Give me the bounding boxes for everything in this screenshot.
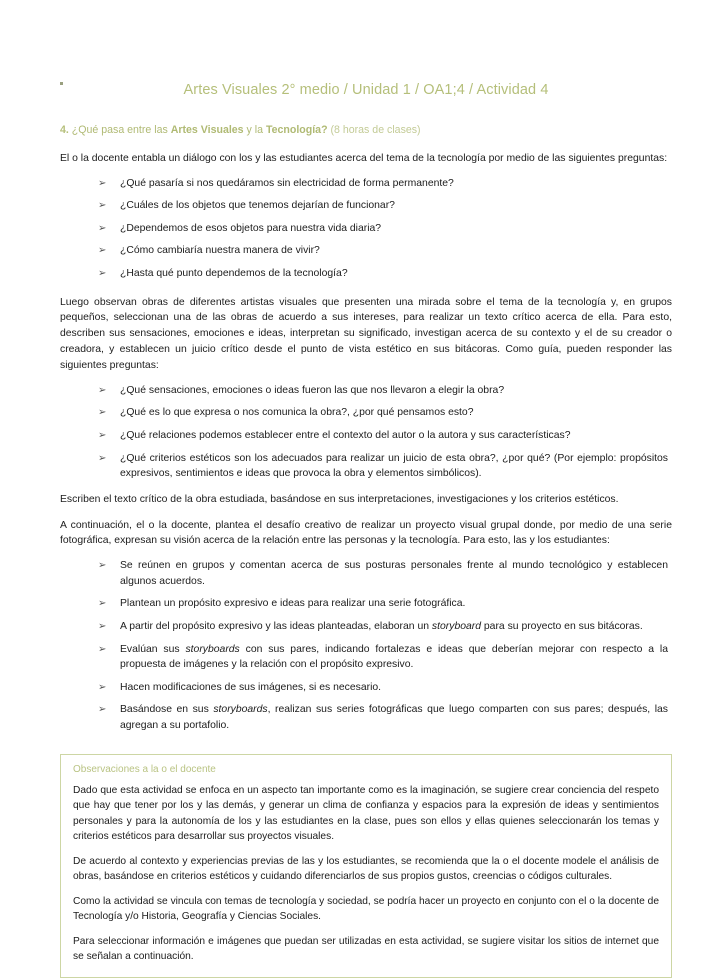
arrow-bullet-icon: ➢ bbox=[98, 621, 107, 632]
arrow-bullet-icon: ➢ bbox=[98, 704, 107, 716]
arrow-bullet-icon: ➢ bbox=[98, 560, 107, 572]
section-heading bbox=[60, 124, 672, 138]
list-item bbox=[98, 642, 672, 673]
question-text: ¿Cuáles de los objetos que tenemos dejarían de funcionar? bbox=[120, 200, 395, 212]
section-question-mid: y la bbox=[243, 124, 266, 136]
section-term-artes-visuales: Artes Visuales bbox=[170, 124, 244, 136]
teacher-notes-title: Observaciones a la o el docente bbox=[73, 763, 216, 775]
list-item bbox=[98, 198, 672, 214]
list-item bbox=[98, 176, 672, 192]
question-list-2 bbox=[60, 383, 672, 482]
intro-paragraph: El o la docente entabla un diálogo con los y las estudiantes acerca del tema de la tecnología por medio de las siguientes preguntas: bbox=[60, 152, 668, 164]
list-item bbox=[98, 558, 672, 589]
question-text: ¿Hasta qué punto dependemos de la tecnología? bbox=[120, 268, 348, 280]
step-text: Se reúnen en grupos y comentan acerca de sus posturas personales frente al mundo tecnológico y establecen algunos acuerdos. bbox=[120, 560, 668, 587]
list-item bbox=[98, 702, 672, 733]
step-emphasis: storyboard bbox=[431, 621, 482, 632]
section-question-start: ¿Qué pasa entre las bbox=[71, 124, 171, 136]
question-text: ¿Cómo cambiaría nuestra manera de vivir? bbox=[120, 245, 320, 257]
list-item bbox=[98, 266, 672, 282]
question-list-1 bbox=[60, 176, 672, 282]
step-text: Plantean un propósito expresivo e ideas para realizar una serie fotográfica. bbox=[120, 598, 466, 610]
arrow-bullet-icon: ➢ bbox=[98, 245, 107, 257]
list-item bbox=[98, 405, 672, 421]
question-text: ¿Qué criterios estéticos son los adecuados para realizar un juicio de esta obra?, ¿por qué? (Por ejemplo: propósitos expresivos, sentimientos e ideas que provoca la obra y elementos simbólicos). bbox=[120, 452, 668, 480]
step-text-end: para su proyecto en sus bitácoras. bbox=[481, 621, 643, 632]
step-text: Evalúan sus bbox=[120, 643, 186, 655]
arrow-bullet-icon: ➢ bbox=[98, 681, 107, 693]
arrow-bullet-icon: ➢ bbox=[98, 643, 107, 655]
list-item bbox=[98, 596, 672, 612]
paragraph-observan-obras: Luego observan obras de diferentes artistas visuales que presenten una mirada sobre el tema de la tecnología y, en grupos pequeños, seleccionan una de las obras de acuerdo a sus intereses, para realizar un texto crítico acerca de ella. Para esto, describen sus sensaciones, emociones e ideas, interpretan su significado, investigan acerca de su contexto y el de su creador o creadora, y establecen un juicio crítico desde el punto de vista estético en sus bitácoras. Como guía, pueden responder las siguientes preguntas: bbox=[60, 296, 672, 371]
teacher-note-paragraph: De acuerdo al contexto y experiencias previas de las y los estudiantes, se recomienda que la o el docente modele el análisis de obras, basándose en criterios estéticos y cuidando diferenciarlos de sus propios gustos, creencias o códigos culturales. bbox=[73, 855, 659, 883]
paragraph-desafio-creativo: A continuación, el o la docente, plantea el desafío creativo de realizar un proyecto visual grupal donde, por medio de una serie fotográfica, expresan su visión acerca de la relación entre las personas y la tecnología. Para esto, las y los estudiantes: bbox=[60, 519, 672, 547]
document-content bbox=[60, 60, 672, 978]
teacher-note-paragraph: Para seleccionar información e imágenes que puedan ser utilizadas en esta actividad, se sugiere visitar los sitios de internet que se señalan a continuación. bbox=[73, 935, 659, 963]
page-title: Artes Visuales 2° medio / Unidad 1 / OA1;4 / Actividad 4 bbox=[183, 82, 549, 98]
list-item bbox=[98, 243, 672, 259]
list-item bbox=[98, 680, 672, 696]
question-text: ¿Qué pasaría si nos quedáramos sin electricidad de forma permanente? bbox=[120, 177, 454, 189]
arrow-bullet-icon: ➢ bbox=[98, 407, 107, 419]
step-emphasis: storyboards bbox=[213, 704, 268, 716]
teacher-note-paragraph: Como la actividad se vincula con temas de tecnología y sociedad, se podría hacer un proyecto en conjunto con el o la docente de Tecnología y/o Historia, Geografía y Ciencias Sociales. bbox=[73, 895, 659, 923]
section-hours: (8 horas de clases) bbox=[327, 124, 421, 136]
arrow-bullet-icon: ➢ bbox=[98, 268, 107, 280]
paragraph-escriben-texto: Escriben el texto crítico de la obra estudiada, basándose en sus interpretaciones, investigaciones y los criterios estéticos. bbox=[60, 493, 619, 505]
teacher-notes-box bbox=[60, 754, 672, 978]
arrow-bullet-icon: ➢ bbox=[98, 384, 107, 396]
list-item bbox=[98, 451, 672, 482]
arrow-bullet-icon: ➢ bbox=[98, 598, 107, 610]
step-text: Basándose en sus bbox=[120, 704, 214, 716]
arrow-bullet-icon: ➢ bbox=[98, 222, 107, 234]
arrow-bullet-icon: ➢ bbox=[98, 177, 107, 189]
step-text-end: con sus pares, indicando fortalezas e ideas que deberían mejorar con respecto a la propuesta de imágenes y la relación con el propósito expresivo. bbox=[120, 643, 668, 671]
arrow-bullet-icon: ➢ bbox=[98, 429, 107, 441]
step-text: A partir del propósito expresivo y las ideas planteadas, elaboran un bbox=[120, 621, 432, 632]
section-number: 4. bbox=[60, 124, 69, 136]
step-emphasis: storyboards bbox=[185, 643, 240, 655]
list-item bbox=[98, 221, 672, 237]
list-item bbox=[98, 428, 672, 444]
list-item bbox=[98, 383, 672, 399]
question-text: ¿Qué relaciones podemos establecer entre el contexto del autor o la autora y sus características? bbox=[120, 429, 571, 441]
question-text: ¿Qué es lo que expresa o nos comunica la obra?, ¿por qué pensamos esto? bbox=[120, 407, 474, 419]
question-text: ¿Dependemos de esos objetos para nuestra vida diaria? bbox=[120, 222, 382, 234]
arrow-bullet-icon: ➢ bbox=[98, 452, 107, 464]
step-text: Hacen modificaciones de sus imágenes, si es necesario. bbox=[120, 681, 382, 693]
list-item bbox=[98, 619, 672, 635]
question-text: ¿Qué sensaciones, emociones o ideas fueron las que nos llevaron a elegir la obra? bbox=[120, 384, 505, 396]
step-text-end: , realizan sus series fotográficas que luego comparten con sus pares; después, las agregan a su portafolio. bbox=[120, 704, 668, 732]
steps-list bbox=[60, 558, 672, 733]
section-term-tecnologia: Tecnología? bbox=[265, 124, 328, 136]
arrow-bullet-icon: ➢ bbox=[98, 200, 107, 212]
teacher-note-paragraph: Dado que esta actividad se enfoca en un aspecto tan importante como es la imaginación, se sugiere crear conciencia del respeto que hay que tener por los y las demás, y generar un clima de confianza y espacios para la expresión de ideas y sentimientos personales y para la autonomía de los y las estudiantes en la clase, pues son ellos y ellas quienes seleccionarán los temas y criterios estéticos para desarrollar sus proyectos visuales. bbox=[73, 784, 659, 843]
